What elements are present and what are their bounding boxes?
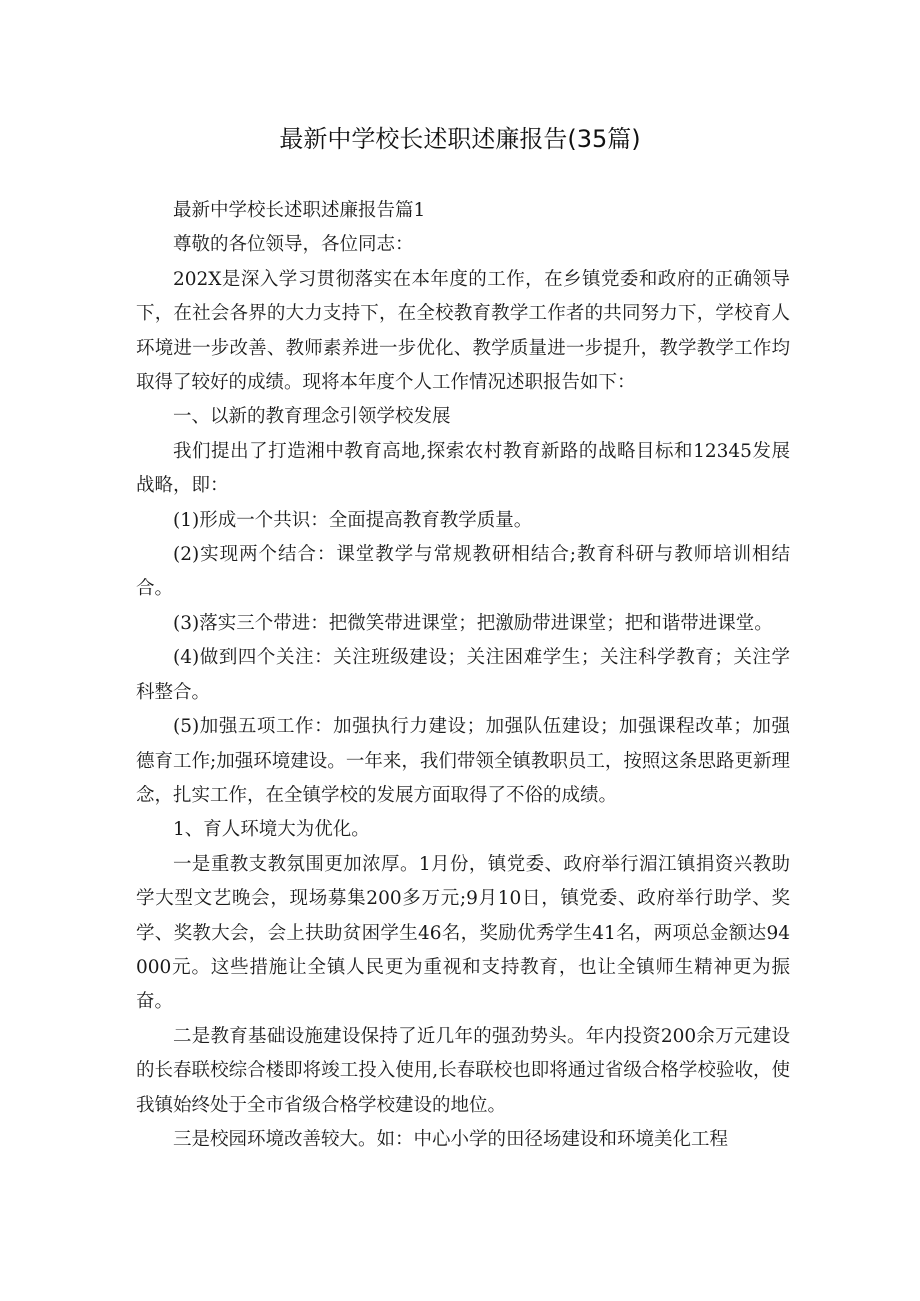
salutation: 尊敬的各位领导，各位同志： <box>173 234 414 256</box>
list-item: (5)加强五项工作：加强执行力建设；加强队伍建设；加强课程改革；加强德育工作;加强环境建设。一年来，我们带领全镇教职员工，按照这条思路更新理念，扎实工作，在全镇学校的发展方面取得了不俗的成绩。 <box>136 716 790 806</box>
paragraph: 202X是深入学习贯彻落实在本年度的工作，在乡镇党委和政府的正确领导下，在社会各界的大力支持下，在全校教育教学工作者的共同努力下，学校育人环境进一步改善、教师素养进一步优化、教学质量进一步提升，教学教学工作均取得了较好的成绩。现将本年度个人工作情况述职报告如下： <box>136 268 790 394</box>
list-item: (2)实现两个结合：课堂教学与常规教研相结合;教育科研与教师培训相结合。 <box>136 544 790 600</box>
subsection-heading: 1、育人环境大为优化。 <box>173 819 370 841</box>
section-heading: 最新中学校长述职述廉报告篇1 <box>173 200 426 221</box>
paragraph: 二是教育基础设施建设保持了近几年的强劲势头。年内投资200余万元建设的长春联校综合楼即将竣工投入使用,长春联校也即将通过省级合格学校验收，使我镇始终处于全市省级合格学校建设的地位。 <box>136 1025 790 1116</box>
document-body <box>136 194 790 1157</box>
document-title: 最新中学校长述职述廉报告(35篇) <box>279 125 641 153</box>
list-item: (1)形成一个共识：全面提高教育教学质量。 <box>173 509 533 531</box>
section-heading: 一、以新的教育理念引领学校发展 <box>173 406 451 428</box>
list-item: (4)做到四个关注：关注班级建设；关注困难学生；关注科学教育；关注学科整合。 <box>136 647 790 703</box>
paragraph: 三是校园环境改善较大。如：中心小学的田径场建设和环境美化工程 <box>173 1128 729 1150</box>
paragraph: 我们提出了打造湘中教育高地,探索农村教育新路的战略目标和12345发展战略，即： <box>136 440 790 497</box>
paragraph: 一是重教支教氛围更加浓厚。1月份，镇党委、政府举行湄江镇捐资兴教助学大型文艺晚会，现场募集200多万元;9月10日，镇党委、政府举行助学、奖学、奖教大会，会上扶助贫困学生46名，奖励优秀学生41名，两项总金额达94000元。这些措施让全镇人民更为重视和支持教育，也让全镇师生精神更为振奋。 <box>136 853 790 1013</box>
list-item: (3)落实三个带进：把微笑带进课堂；把激励带进课堂；把和谐带进课堂。 <box>173 612 773 634</box>
